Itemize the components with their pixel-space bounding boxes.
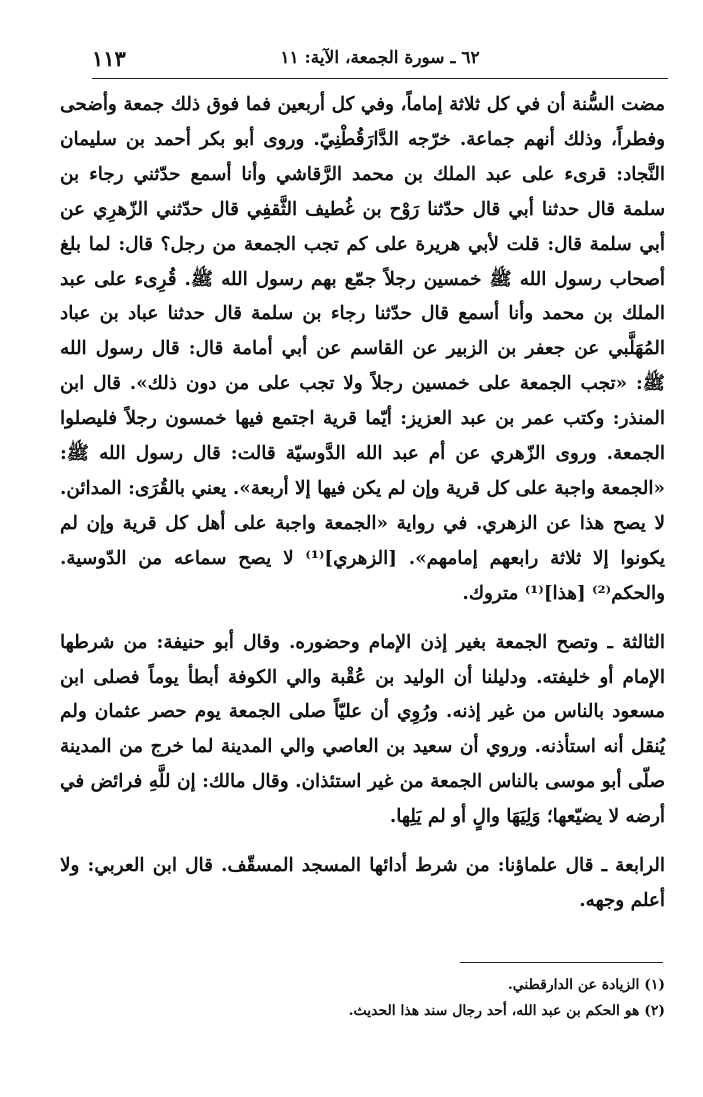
main-text [60, 88, 665, 919]
header-divider [92, 78, 668, 79]
page-header [92, 44, 668, 78]
footnote: (٢) هو الحكم بن عبد الله، أحد رجال سند هذا الحديث. [348, 1003, 665, 1019]
footnotes [200, 972, 665, 1024]
paragraph: مضت السُّنة أن في كل ثلاثة إماماً، وفي كل أربعين فما فوق ذلك جمعة وأضحى وفطراً، وذلك أنهم جماعة. خرّجه الدَّارَقُطْنِيّ. وروى أبو بكر أحمد بن سليمان النَّجاد: قرىء على عبد الملك بن محمد الرَّقاشي وأنا أسمع حدّثني رجاء بن سلمة قال حدثنا أبي قال حدّثنا رَوْح بن غُطيف الثَّقفِي قال حدّثني الزّهرِي عن أبي سلمة قال: قلت لأبي هريرة على كم تجب الجمعة من رجل؟ قال: لما بلغ أصحاب رسول الله ﷺ خمسين رجلاً جمّع بهم رسول الله ﷺ. قُرِىء على عبد الملك بن محمد وأنا أسمع قال حدّثنا رجاء بن سلمة قال حدثنا عباد بن عباد المُهَلَّبي عن جعفر بن الزبير عن القاسم عن أبي أمامة قال: قال رسول الله ﷺ: «تجب الجمعة على خمسين رجلاً ولا تجب على من دون ذلك». قال ابن المنذر: وكتب عمر بن عبد العزيز: أيّما قرية اجتمع فيها خمسون رجلاً فليصلوا الجمعة. وروى الزّهري عن أم عبد الله الدَّوسيّة قالت: قال رسول الله ﷺ: «الجمعة واجبة على كل قرية وإن لم يكن فيها إلا أربعة». يعني بالقُرَى: المدائن. لا يصح هذا عن الزهري. في رواية «الجمعة واجبة على أهل كل قرية وإن لم يكونوا إلا ثلاثة رابعهم إمامهم». [الزهري]⁽¹⁾ لا يصح سماعه من الدّوسية. والحكم⁽²⁾ [هذا]⁽¹⁾ متروك. [60, 94, 665, 604]
paragraph: الرابعة ـ قال علماؤنا: من شرط أدائها المسجد المسقّف. قال ابن العربي: ولا أعلم وجهه. [60, 855, 665, 911]
footnote: (١) الزيادة عن الدارقطني. [507, 977, 665, 993]
footnote-divider [460, 962, 663, 963]
running-title: ٦٢ ـ سورة الجمعة، الآية: ١١ [280, 48, 480, 68]
page-number: ١١٣ [92, 46, 126, 71]
paragraph: الثالثة ـ وتصح الجمعة بغير إذن الإمام وحضوره. وقال أبو حنيفة: من شرطها الإمام أو خليفته. ودليلنا أن الوليد بن عُقْبة والي الكوفة أبطأ يوماً فصلى ابن مسعود بالناس من غير إذنه. ورُوِي أن عليّاً صلى الجمعة يوم حصر عثمان ولم يُنقل أنه استأذنه. وروي أن سعيد بن العاصي والي المدينة لما خرج من المدينة صلّى أبو موسى بالناس الجمعة من غير استئذان. وقال مالك: إن للَّهِ فرائض في أرضه لا يضيّعها؛ وَلِيَهَا والٍ أو لم يَلِها. [60, 631, 665, 828]
